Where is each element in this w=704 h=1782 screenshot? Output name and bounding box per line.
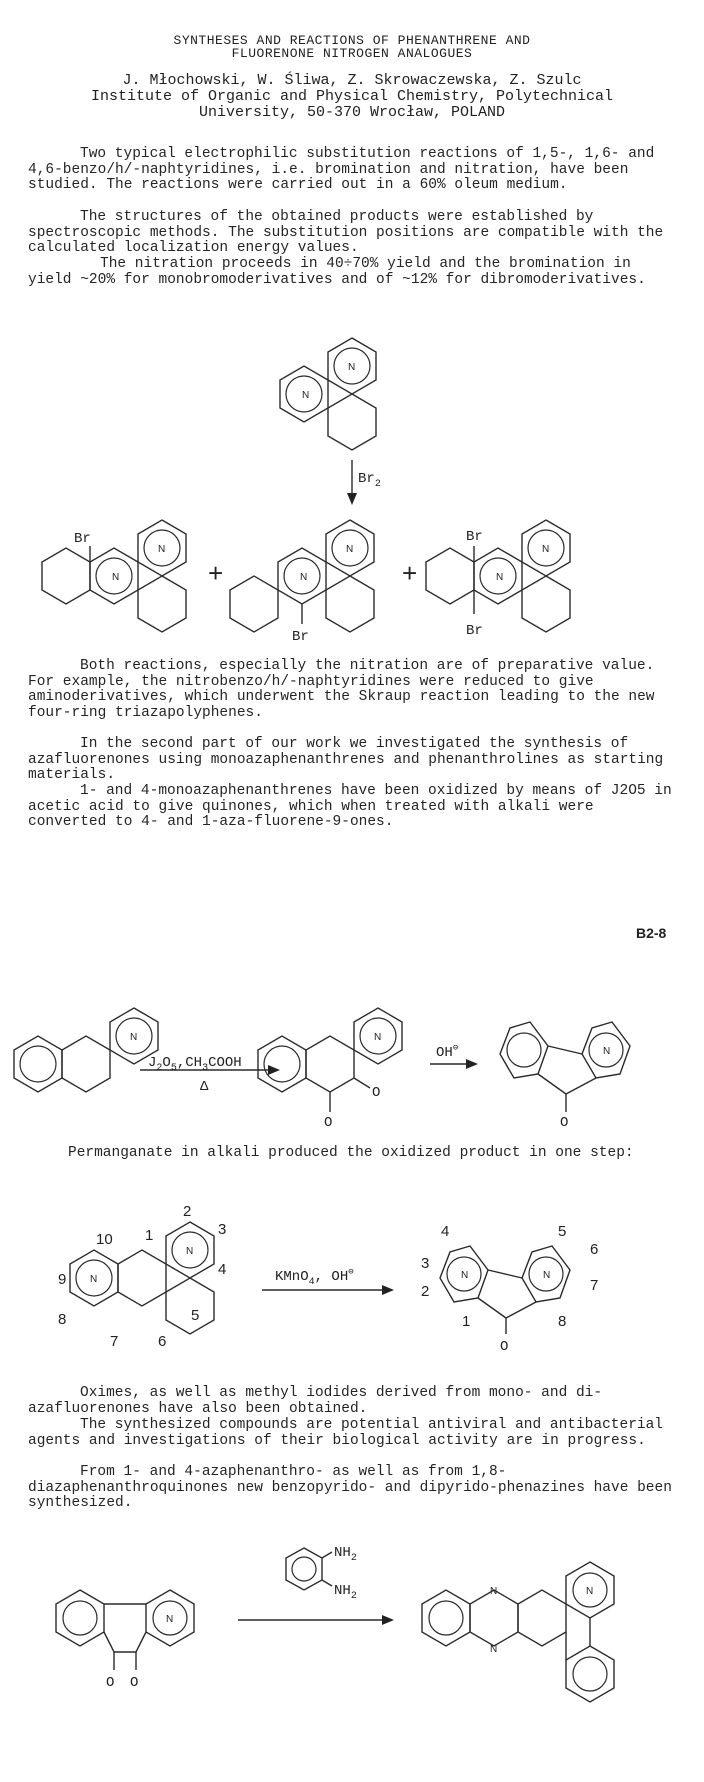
paragraph-10: From 1- and 4-azaphenanthro- as well as from 1,8-diazaphenanthroquinones new benzopyrido- and dipyrido-phenazines have been synthesized. xyxy=(28,1464,672,1511)
azaphenanthrene-structure xyxy=(14,1008,158,1092)
product-3-structure xyxy=(426,520,570,639)
paper-title-line-2: FLUORENONE NITROGEN ANALOGUES xyxy=(231,46,473,61)
reagent-oh: OH⊖ xyxy=(436,1043,459,1061)
scheme-bromination xyxy=(0,330,704,645)
svg-text:7: 7 xyxy=(110,1333,119,1350)
svg-text:N: N xyxy=(490,1586,498,1597)
start-o-1: O xyxy=(106,1675,115,1691)
svg-text:N: N xyxy=(490,1644,498,1655)
paragraph-2: The structures of the obtained products were established by spectroscopic methods. The substitution positions are compatible with the calculated localization energy values. xyxy=(28,209,664,256)
quinone-o-2: O xyxy=(324,1115,333,1131)
svg-text:6: 6 xyxy=(158,1333,167,1350)
authors: J. Młochowski, W. Śliwa, Z. Skrowaczewska, Z. Szulc xyxy=(122,72,582,89)
svg-text:N: N xyxy=(90,1274,98,1285)
svg-text:N: N xyxy=(543,1270,551,1281)
svg-text:N: N xyxy=(586,1586,594,1597)
quinone-structure xyxy=(258,1008,402,1131)
affiliation-line-1: Institute of Organic and Physical Chemistry, Polytechnical xyxy=(90,88,614,105)
paragraph-8: Oximes, as well as methyl iodides derived from mono- and di-azafluorenones have also been obtained. xyxy=(28,1385,603,1417)
svg-text:N: N xyxy=(348,362,356,373)
reagent-j2o5: $J_2O_5,CH_3COOH$ xyxy=(148,1055,242,1074)
pyridophenazine-structure xyxy=(422,1562,614,1702)
reagent-nh2-1: $NH_2$ xyxy=(334,1545,357,1564)
svg-text:N: N xyxy=(112,572,120,583)
product-1-structure xyxy=(42,520,186,632)
azafluorenone-o: O xyxy=(560,1115,569,1131)
svg-text:N: N xyxy=(166,1614,174,1625)
paragraph-9: The synthesized compounds are potential antiviral and antibacterial agents and investigations of their biological activity are in progress. xyxy=(28,1417,663,1449)
svg-text:N: N xyxy=(461,1270,469,1281)
paragraph-7: Permanganate in alkali produced the oxidized product in one step: xyxy=(68,1145,634,1161)
quinone-starting-structure xyxy=(56,1590,194,1691)
plus-sign-2: + xyxy=(402,558,418,588)
product-1-br: Br xyxy=(74,531,91,547)
reagent-br2: $Br_2$ xyxy=(358,471,381,490)
svg-text:N: N xyxy=(496,572,504,583)
svg-text:N: N xyxy=(158,544,166,555)
svg-text:1: 1 xyxy=(462,1313,471,1330)
svg-text:N: N xyxy=(302,390,310,401)
quinone-o-1: O xyxy=(372,1085,381,1101)
svg-text:10: 10 xyxy=(96,1231,113,1248)
svg-text:8: 8 xyxy=(58,1311,67,1328)
paragraph-5: In the second part of our work we investigated the synthesis of azafluorenones using monoazaphenanthrenes and phenanthrolines as starting materials. xyxy=(28,736,664,783)
azafluorenone-structure xyxy=(500,1022,630,1131)
svg-text:4: 4 xyxy=(441,1223,450,1240)
paragraph-6: 1- and 4-monoazaphenanthrenes have been oxidized by means of J2O5 in acetic acid to give quinones, which when treated with alkali were converted to 4- and 1-aza-fluorene-9-ones. xyxy=(28,783,672,830)
product-3-br-top: Br xyxy=(466,529,483,545)
paragraph-3: The nitration proceeds in 40÷70% yield and the bromination in yield ~20% for monobromoderivatives and of ~12% for dibromoderivatives. xyxy=(28,256,646,288)
svg-text:3: 3 xyxy=(421,1255,430,1272)
scheme-permanganate xyxy=(0,1205,704,1355)
starting-compound-structure xyxy=(280,338,376,450)
paragraph-1: Two typical electrophilic substitution reactions of 1,5-, 1,6- and 4,6-benzo/h/-naphtyridines, i.e. bromination and nitration, have been studied. The reactions were carried out in a 60% oleum medium. xyxy=(28,146,655,193)
svg-text:N: N xyxy=(603,1046,611,1057)
svg-text:4: 4 xyxy=(218,1261,227,1278)
affiliation-line-2: University, 50-370 Wrocław, POLAND xyxy=(198,104,506,121)
product-2-structure xyxy=(230,520,374,645)
diazafluorenone-structure xyxy=(421,1223,598,1355)
paragraph-4: Both reactions, especially the nitration are of preparative value. For example, the nitrobenzo/h/-naphtyridines were reduced to give aminoderivatives, which underwent the Skraup reaction leading to the new four-ring triazapolyphenes. xyxy=(28,658,655,721)
svg-text:2: 2 xyxy=(183,1203,192,1220)
svg-text:N: N xyxy=(346,544,354,555)
svg-text:7: 7 xyxy=(590,1277,599,1294)
svg-text:6: 6 xyxy=(590,1241,599,1258)
product-3-br-bottom: Br xyxy=(466,623,483,639)
reagent-nh2-2: $NH_2$ xyxy=(334,1583,357,1602)
phenanthroline-structure xyxy=(58,1203,226,1350)
svg-text:N: N xyxy=(300,572,308,583)
svg-text:1: 1 xyxy=(145,1227,154,1244)
page-code: B2-8 xyxy=(636,925,667,941)
reagent-kmno4: KMnO$_4$, OH⊖ xyxy=(275,1267,354,1288)
svg-text:8: 8 xyxy=(558,1313,567,1330)
svg-text:N: N xyxy=(186,1246,194,1257)
svg-text:5: 5 xyxy=(558,1223,567,1240)
diazafluorenone-o: O xyxy=(500,1339,509,1355)
scheme-phenazine xyxy=(0,1535,704,1775)
paper-title-line-1: SYNTHESES AND REACTIONS OF PHENANTHRENE AND xyxy=(173,33,531,48)
svg-text:3: 3 xyxy=(218,1221,227,1238)
svg-text:N: N xyxy=(374,1032,382,1043)
svg-text:2: 2 xyxy=(421,1283,430,1300)
plus-sign-1: + xyxy=(208,558,224,588)
svg-text:N: N xyxy=(130,1032,138,1043)
start-o-2: O xyxy=(130,1675,139,1691)
svg-text:5: 5 xyxy=(191,1307,200,1324)
product-2-br: Br xyxy=(292,629,309,645)
diaminobenzene-structure xyxy=(286,1545,357,1602)
reagent-heat: Δ xyxy=(200,1079,209,1095)
scheme-oxidation xyxy=(0,990,704,1140)
svg-text:9: 9 xyxy=(58,1271,67,1288)
svg-text:N: N xyxy=(542,544,550,555)
